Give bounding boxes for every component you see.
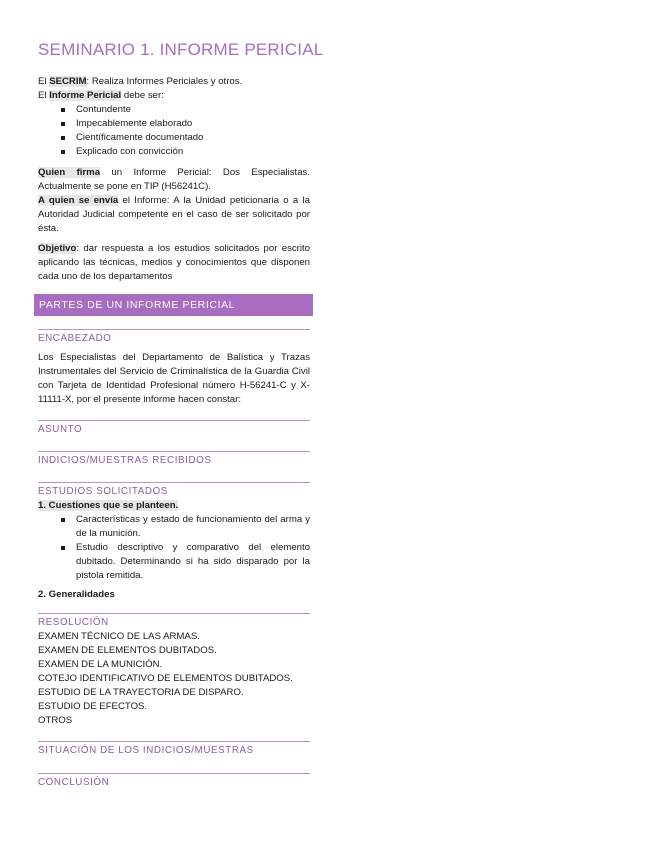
informe-qualities-list [38,103,310,159]
list-item: Contundente [38,103,310,117]
section-banner: PARTES DE UN INFORME PERICIAL [34,294,313,316]
section-divider [38,741,310,742]
list-item: Explicado con convicción [38,145,310,159]
cuestiones-list [38,513,310,583]
section-divider [38,329,310,330]
intro-secrim-line: El SECRIM: Realiza Informes Periciales y otros. [38,76,243,87]
intro-informe-line: El Informe Pericial debe ser: [38,90,164,101]
encabezado-text: Los Especialistas del Departamento de Balística y Trazas Instrumentales del Servicio de Criminalística de la Guardia Civil con Tarjeta de Identidad Profesional número H-56241-C y X-11111-X, por el presente informe hacen constar: [38,352,310,405]
section-divider [38,613,310,614]
indicios-heading: INDICIOS/MUESTRAS RECIBIDOS [38,455,212,466]
list-item: OTROS [38,715,73,726]
section-divider [38,773,310,774]
section-divider [38,451,310,452]
list-item: Estudio descriptivo y comparativo del elemento dubitado. Determinando si ha sido disparado por la pistola remitida. [38,541,310,583]
asunto-heading: ASUNTO [38,424,83,435]
informe-pericial-term: Informe Pericial [49,90,122,101]
encabezado-heading: ENCABEZADO [38,333,112,344]
list-item: COTEJO IDENTIFICATIVO DE ELEMENTOS DUBITADOS. [38,673,293,684]
generalidades-subheading: 2. Generalidades [38,589,115,600]
list-item: EXAMEN DE ELEMENTOS DUBITADOS. [38,645,217,656]
list-item: ESTUDIO DE EFECTOS. [38,701,148,712]
section-divider [38,482,310,483]
objetivo-paragraph: Objetivo: dar respuesta a los estudios solicitados por escrito aplicando las técnicas, medios y conocimientos que disponen cada uno de los departamentos [38,243,310,282]
list-item: Características y estado de funcionamiento del arma y de la munición. [38,513,310,541]
list-item: Científicamente documentado [38,131,310,145]
situacion-heading: SITUACIÓN DE LOS INDICIOS/MUESTRAS [38,745,254,756]
estudios-heading: ESTUDIOS SOLICITADOS [38,486,168,497]
conclusion-heading: CONCLUSIÓN [38,777,110,788]
section-divider [38,420,310,421]
estudios-block [38,499,310,583]
intro-block [38,75,310,159]
cuestiones-subheading: 1. Cuestiones que se planteen. [38,500,179,511]
secrim-term: SECRIM [49,76,87,87]
page-title: SEMINARIO 1. INFORME PERICIAL [38,40,324,59]
list-item: Impecablemente elaborado [38,117,310,131]
list-item: EXAMEN DE LA MUNICIÓN. [38,659,163,670]
quien-firma-paragraph: Quien firma un Informe Pericial: Dos Especialistas. Actualmente se pone en TIP (H56241C). [38,167,310,192]
resolucion-heading: RESOLUCIÓN [38,617,109,628]
a-quien-paragraph: A quien se envía el Informe: A la Unidad peticionaria o a la Autoridad Judicial competente en el caso de ser solicitado por ésta. [38,195,310,234]
list-item: EXAMEN TÉCNICO DE LAS ARMAS. [38,631,200,642]
list-item: ESTUDIO DE LA TRAYECTORIA DE DISPARO. [38,687,244,698]
resolucion-list [38,630,338,728]
